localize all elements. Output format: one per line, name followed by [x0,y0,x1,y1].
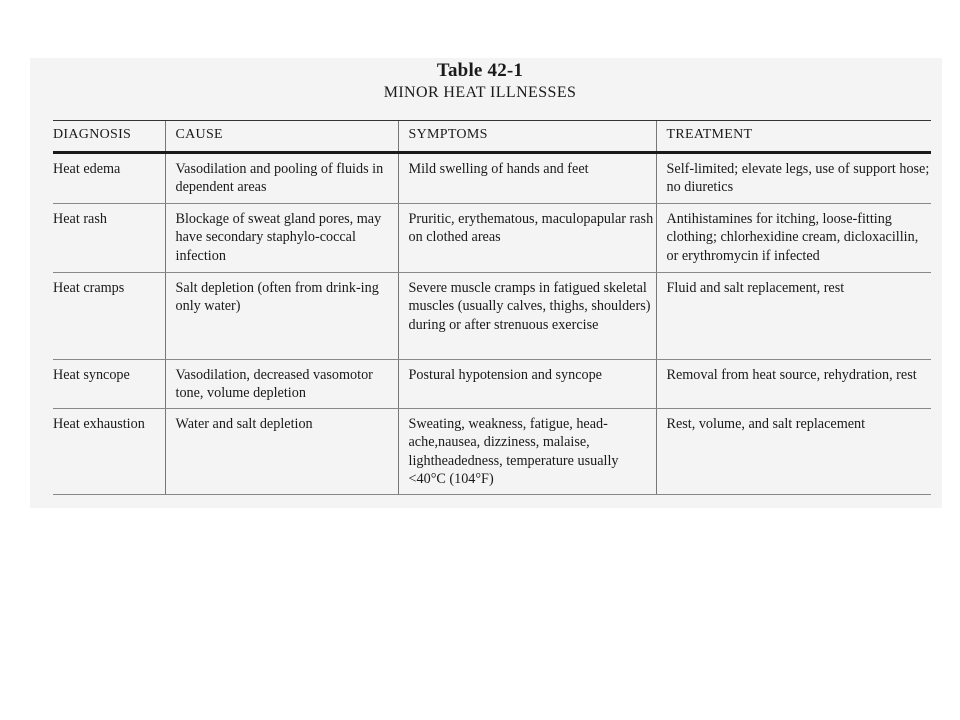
diagnosis-cell: Heat rash [53,203,165,272]
cause-cell: Vasodilation, decreased vasomotor tone, volume depletion [165,359,398,408]
cause-cell: Blockage of sweat gland pores, may have secondary staphylo-coccal infection [165,203,398,272]
treatment-cell: Removal from heat source, rehydration, rest [656,359,931,408]
cause-cell: Water and salt depletion [165,408,398,494]
table-row [53,272,931,359]
table-row [53,359,931,408]
diagnosis-cell: Heat cramps [53,272,165,359]
table-title: MINOR HEAT ILLNESSES [383,84,577,101]
cause-cell: Vasodilation and pooling of fluids in dependent areas [165,152,398,203]
table-number: Table 42-1 [436,60,524,81]
column-header-diagnosis: DIAGNOSIS [53,121,165,153]
symptoms-cell: Sweating, weakness, fatigue, head-ache,nausea, dizziness, malaise, lightheadedness, temperature usually <40°C (104°F) [398,408,656,494]
treatment-cell: Rest, volume, and salt replacement [656,408,931,494]
table-row [53,408,931,494]
table-row [53,152,931,203]
treatment-cell: Antihistamines for itching, loose-fitting clothing; chlorhexidine cream, dicloxacillin, or erythromycin if infected [656,203,931,272]
diagnosis-cell: Heat exhaustion [53,408,165,494]
heat-illness-table [53,120,931,495]
column-header-cause: CAUSE [165,121,398,153]
symptoms-cell: Postural hypotension and syncope [398,359,656,408]
treatment-cell: Self-limited; elevate legs, use of support hose; no diuretics [656,152,931,203]
column-header-treatment: TREATMENT [656,121,931,153]
treatment-cell: Fluid and salt replacement, rest [656,272,931,359]
symptoms-cell: Severe muscle cramps in fatigued skeletal muscles (usually calves, thighs, shoulders) during or after strenuous exercise [398,272,656,359]
symptoms-cell: Pruritic, erythematous, maculopapular rash on clothed areas [398,203,656,272]
table-row [53,203,931,272]
table-header-row [53,121,931,153]
diagnosis-cell: Heat edema [53,152,165,203]
column-header-symptoms: SYMPTOMS [398,121,656,153]
diagnosis-cell: Heat syncope [53,359,165,408]
symptoms-cell: Mild swelling of hands and feet [398,152,656,203]
cause-cell: Salt depletion (often from drink-ing only water) [165,272,398,359]
